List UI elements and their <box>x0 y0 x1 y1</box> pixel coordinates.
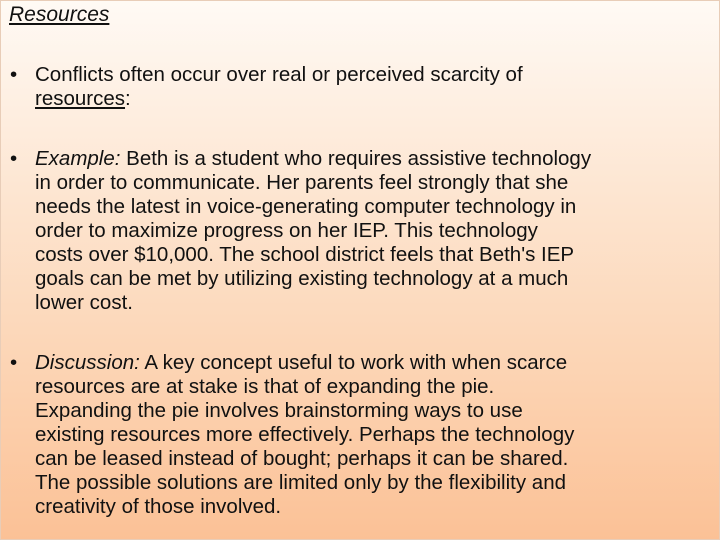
bullet-text: Expanding the pie involves brainstorming ways to use <box>35 399 523 422</box>
bullet-line <box>35 447 719 471</box>
underlined-term: resources <box>35 87 126 110</box>
bullet-text: costs over $10,000. The school district feels that Beth's IEP <box>35 243 575 266</box>
bullet-line <box>35 375 719 399</box>
bullet-text: lower cost. <box>35 291 133 314</box>
bullet-lead: Discussion: <box>35 351 140 374</box>
bullet-line <box>35 399 719 423</box>
bullet-text: can be leased instead of bought; perhaps it can be shared. <box>35 447 569 470</box>
bullet-text: Conflicts often occur over real or perceived scarcity of <box>35 63 523 86</box>
bullet-dot: • <box>10 351 18 374</box>
bullet-line <box>35 351 719 375</box>
bullet-text: order to maximize progress on her IEP. This technology <box>35 219 538 242</box>
bullet-text: existing resources more effectively. Perhaps the technology <box>35 423 575 446</box>
bullet-lead: Example: <box>35 147 121 170</box>
bullet-text: Beth is a student who requires assistive technology <box>120 147 592 170</box>
bullet-text: in order to communicate. Her parents feel strongly that she <box>35 171 569 194</box>
bullet-line <box>35 243 719 267</box>
bullet-text: : <box>125 87 131 110</box>
bullet-text: A key concept useful to work with when scarce <box>139 351 568 374</box>
bullet-dot: • <box>10 63 18 86</box>
bullet-line <box>35 471 719 495</box>
bullet-line <box>35 87 719 111</box>
bullet-dot: • <box>10 147 18 170</box>
bullet-text: goals can be met by utilizing existing technology at a much <box>35 267 569 290</box>
slide-title: Resources <box>9 3 110 26</box>
bullet-text: creativity of those involved. <box>35 495 282 518</box>
bullet-line <box>35 267 719 291</box>
bullet-text: needs the latest in voice-generating computer technology in <box>35 195 577 218</box>
bullet-line <box>35 171 719 195</box>
bullet-line <box>35 147 719 171</box>
bullet-text: resources are at stake is that of expanding the pie. <box>35 375 495 398</box>
bullet-line <box>35 495 719 519</box>
bullet-line <box>35 219 719 243</box>
bullet-line <box>35 63 719 87</box>
bullet-line <box>35 291 719 315</box>
bullet-line <box>35 195 719 219</box>
bullet-text: The possible solutions are limited only by the flexibility and <box>35 471 566 494</box>
bullet-line <box>35 423 719 447</box>
